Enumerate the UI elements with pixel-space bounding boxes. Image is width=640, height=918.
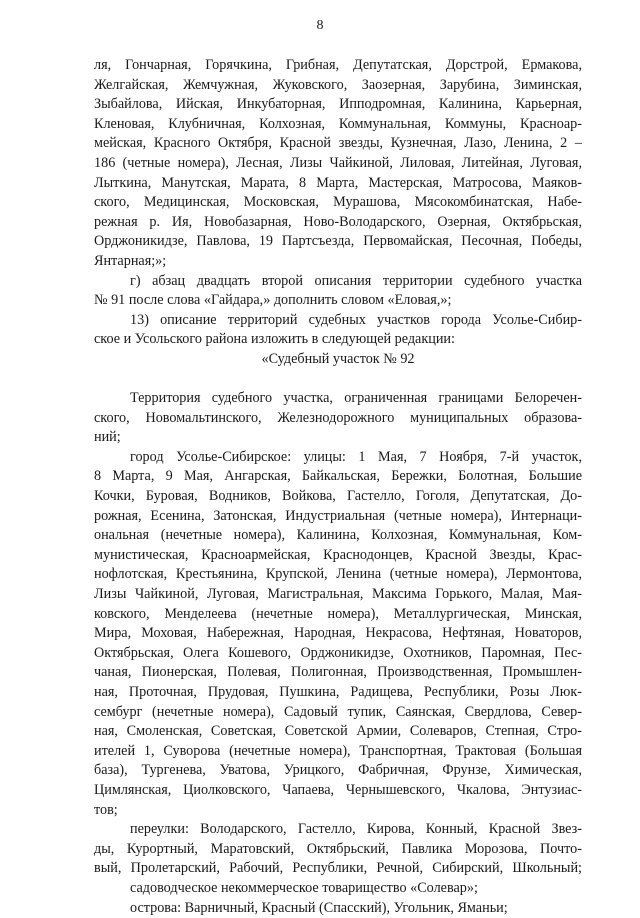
paragraph-line: ское и Усольского района изложить в следующей редакции:	[94, 331, 455, 348]
paragraph-line: ная, Проточная, Прудовая, Пушкина, Радищева, Республики, Розы Люк-	[94, 684, 582, 700]
paragraph-line: ского, Новомальтинского, Железнодорожного муниципальных образова-	[94, 409, 582, 426]
paragraph-line: Октябрьская, Олега Кошевого, Орджоникидзе, Охотников, Паромная, Пес-	[94, 644, 582, 661]
paragraph-line: тов;	[94, 801, 118, 818]
paragraph-line: вый, Пролетарский, Рабочий, Республики, Речной, Сибирский, Школьный;	[94, 860, 582, 877]
paragraph-line: Мира, Моховая, Набережная, Народная, Некрасова, Нефтяная, Новаторов,	[94, 625, 582, 642]
paragraph-line: 186 (четные номера), Лесная, Лизы Чайкиной, Лиловая, Литейная, Луговая,	[94, 154, 582, 171]
paragraph-line: нофлотская, Крестьянина, Крупской, Ленина (четные номера), Лермонтова,	[94, 566, 582, 583]
paragraph-line: Зыбайлова, Ийская, Инкубаторная, Ипподромная, Калинина, Карьерная,	[94, 96, 582, 113]
paragraph-line: Желгайская, Жемчужная, Жуковского, Заозерная, Зарубина, Зиминская,	[94, 76, 582, 93]
paragraph-line: сембург (нечетные номера), Садовый тупик, Саянская, Свердлова, Север-	[94, 703, 582, 720]
paragraph-line: ковского, Менделеева (нечетные номера), Металлургическая, Минская,	[94, 605, 582, 622]
paragraph-line: 13) описание территорий судебных участков города Усолье-Сибир-	[130, 311, 582, 328]
paragraph-line: мунистическая, Красноармейская, Краснодонцев, Красной Звезды, Крас-	[94, 546, 582, 563]
paragraph-line: переулки: Володарского, Гастелло, Кирова, Конный, Красной Звез-	[130, 821, 582, 838]
paragraph-line: Лыткина, Манутская, Марата, 8 Марта, Мастерская, Матросова, Маяков-	[94, 174, 582, 191]
paragraph-line: садоводческое некоммерческое товарищество «Солевар»;	[130, 879, 478, 896]
paragraph-line: Орджоникидзе, Павлова, 19 Партсъезда, Первомайская, Песочная, Победы,	[94, 233, 582, 250]
paragraph-line: ителей 1, Суворова (нечетные номера), Транспортная, Трактовая (Большая	[94, 742, 582, 759]
paragraph-line: г) абзац двадцать второй описания территории судебного участка	[130, 272, 582, 289]
blank-line	[94, 370, 582, 390]
paragraph-line: Кочки, Буровая, Водников, Войкова, Гастелло, Гоголя, Депутатская, До-	[94, 488, 582, 505]
paragraph-line: Территория судебного участка, ограниченная границами Белоречен-	[130, 390, 582, 407]
paragraph-line: режная р. Ия, Новобазарная, Ново-Володарского, Озерная, Октябрьская,	[94, 213, 582, 230]
paragraph-line: Кленовая, Клубничная, Колхозная, Коммунальная, Коммуны, Красноар-	[94, 115, 582, 132]
paragraph-line: 8 Марта, 9 Мая, Ангарская, Байкальская, Бережки, Болотная, Большие	[94, 468, 582, 485]
paragraph-line: рожная, Есенина, Затонская, Индустриальная (четные номера), Интернаци-	[94, 507, 582, 524]
paragraph-line: Янтарная;»;	[94, 252, 167, 269]
paragraph-line: № 91 после слова «Гайдара,» дополнить словом «Еловая,»;	[94, 292, 452, 309]
paragraph-line: ля, Гончарная, Горячкина, Грибная, Депутатская, Дорстрой, Ермакова,	[94, 57, 582, 73]
paragraph-line: ональная (нечетные номера), Калинина, Колхозная, Коммунальная, Ком-	[94, 527, 582, 544]
section-heading: «Судебный участок № 92	[261, 350, 415, 367]
paragraph-line: база), Тургенева, Уватова, Урицкого, Фабричная, Фрунзе, Химическая,	[94, 762, 582, 779]
paragraph-line: ний;	[94, 429, 121, 446]
page-number: 8	[316, 18, 324, 33]
paragraph-line: чаная, Пионерская, Полевая, Полигонная, Производственная, Промышлен-	[94, 664, 582, 681]
paragraph-line: Цимлянская, Циолковского, Чапаева, Чернышевского, Чкалова, Энтузиас-	[94, 781, 582, 798]
paragraph-line: ная, Смоленская, Советская, Советской Армии, Солеваров, Степная, Стро-	[94, 723, 582, 740]
document-body	[94, 56, 582, 918]
paragraph-line: ского, Медицинская, Московская, Мурашова, Мясокомбинатская, Набе-	[94, 194, 582, 211]
paragraph-line: город Усолье-Сибирское: улицы: 1 Мая, 7 Ноября, 7-й участок,	[130, 448, 582, 465]
paragraph-line: Лизы Чайкиной, Луговая, Магистральная, Максима Горького, Малая, Мая-	[94, 586, 582, 603]
paragraph-line: ды, Курортный, Маратовский, Октябрьский, Павлика Морозова, Почто-	[94, 840, 582, 857]
paragraph-line: острова: Варничный, Красный (Спасский), Угольник, Яманьи;	[130, 899, 508, 916]
paragraph-line: мейская, Красного Октября, Красной звезды, Кузнечная, Лазо, Ленина, 2 –	[94, 135, 582, 152]
